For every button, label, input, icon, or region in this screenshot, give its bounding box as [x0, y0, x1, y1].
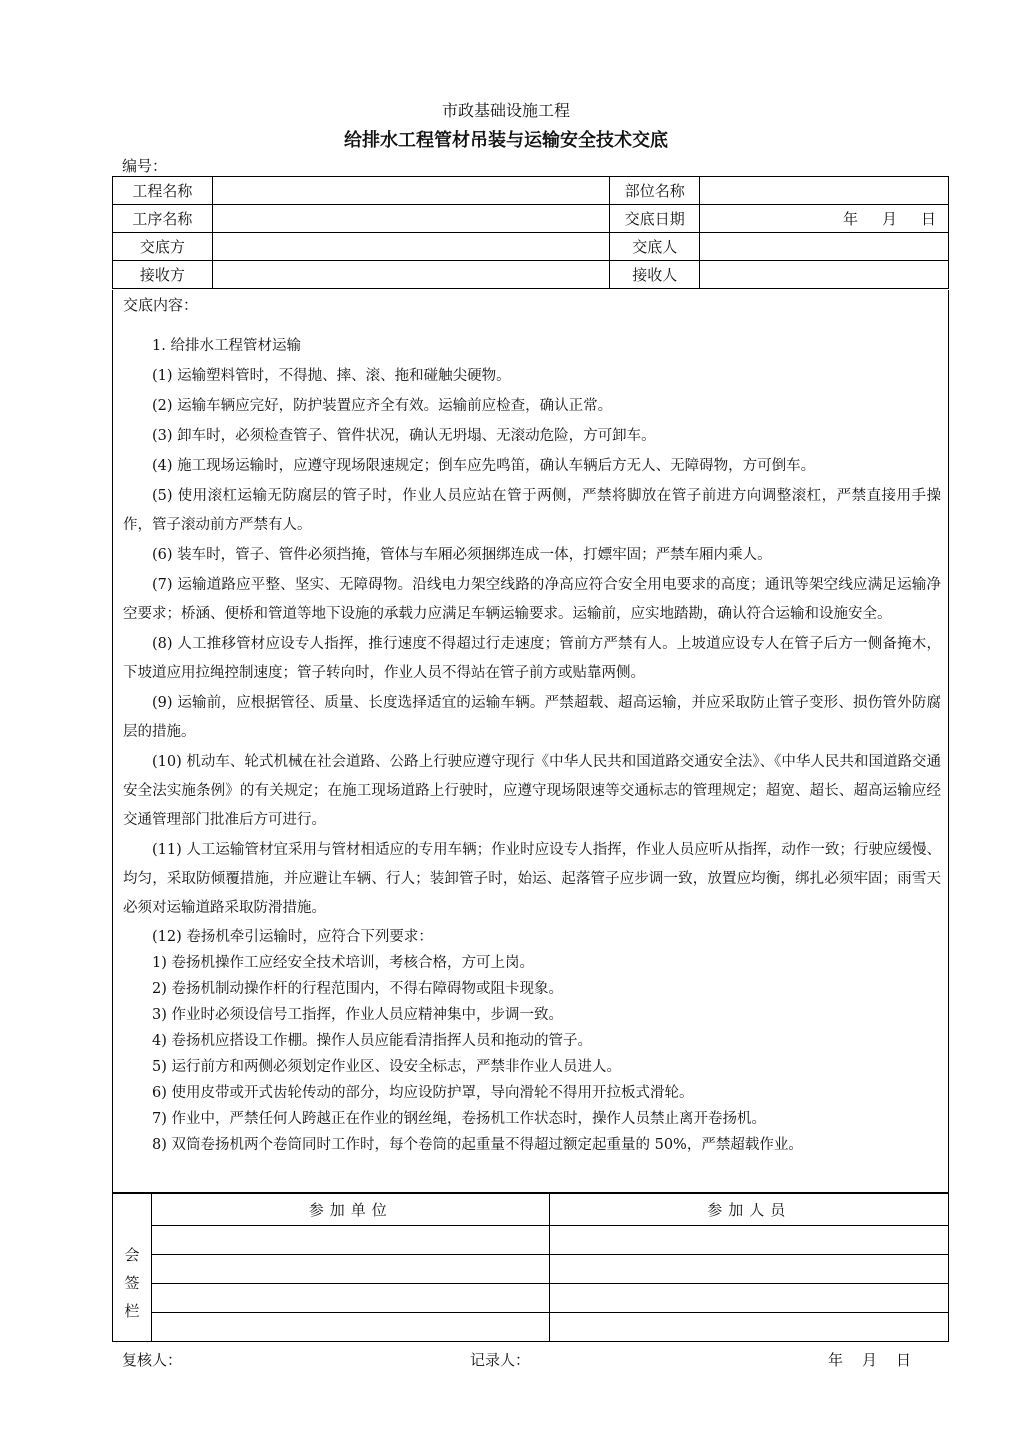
person-header: 参加人员 [550, 1194, 949, 1226]
footer-year: 年 [828, 1351, 844, 1369]
list-item: (9) 运输前，应根据管径、质量、长度选择适宜的运输车辆。严禁超载、超高运输，并应采取防止管子变形、损伤管外防腐层的措施。 [123, 695, 941, 740]
table-row [113, 261, 949, 289]
info-table [112, 176, 949, 289]
table-row [113, 233, 949, 261]
position-name-value[interactable] [700, 177, 949, 205]
recorder-label: 记录人： [470, 1351, 531, 1369]
receiver-value[interactable] [700, 261, 949, 289]
section-title: 1. 给排水工程管材运输 [152, 338, 301, 354]
unit-cell[interactable] [151, 1284, 550, 1313]
footer-month: 月 [862, 1351, 878, 1369]
sign-column-label [113, 1194, 152, 1342]
sub-list-item: 4) 卷扬机应搭设工作棚。操作人员应能看清指挥人员和拖动的管子。 [152, 1033, 592, 1049]
document-subtitle: 市政基础设施工程 [441, 101, 570, 120]
discloser-side-label: 交底方 [113, 233, 213, 261]
sign-char: 签 [124, 1273, 140, 1292]
table-row [113, 1226, 949, 1255]
date-day: 日 [920, 210, 936, 228]
sign-table [112, 1193, 949, 1342]
discloser-value[interactable] [700, 233, 949, 261]
sign-char: 栏 [124, 1301, 140, 1320]
table-row [113, 177, 949, 205]
list-item: (10) 机动车、轮式机械在社会道路、公路上行驶应遵守现行《中华人民共和国道路交通安全法》、《中华人民共和国道路交通安全法实施条例》的有关规定；在施工现场道路上行驶时，应遵守现场限速等交通标志的管理规定；超宽、超长、超高运输应经交通管理部门批准后方可进行。 [123, 754, 941, 828]
list-item: (11) 人工运输管材宜采用与管材相适应的专用车辆；作业时应设专人指挥，作业人员应听从指挥，动作一致；行驶应缓慢、均匀，采取防倾覆措施，并应避让车辆、行人；装卸管子时，始运、起落管子应步调一致，放置应均衡，绑扎必须牢固；雨雪天必须对运输道路采取防滑措施。 [123, 842, 941, 916]
sub-list-item: 8) 双筒卷扬机两个卷筒同时工作时，每个卷筒的起重量不得超过额定起重量的 50%，严禁超载作业。 [152, 1137, 803, 1153]
discloser-side-value[interactable] [212, 233, 609, 261]
sub-list-item: 3) 作业时必须设信号工指挥，作业人员应精神集中，步调一致。 [152, 1007, 563, 1023]
list-item: (4) 施工现场运输时，应遵守现场限速规定；倒车应先鸣笛，确认车辆后方无人、无障碍物，方可倒车。 [152, 458, 816, 474]
list-item: (5) 使用滚杠运输无防腐层的管子时，作业人员应站在管于两侧，严禁将脚放在管子前进方向调整滚杠，严禁直接用手操作，管子滚动前方严禁有人。 [123, 488, 941, 533]
list-item: (6) 装车时，管子、管件必须挡掩，管体与车厢必须捆绑连成一体，打嫖牢固；严禁车厢内乘人。 [152, 547, 772, 563]
footer-day: 日 [896, 1351, 912, 1369]
person-cell[interactable] [550, 1226, 949, 1255]
receiver-side-label: 接收方 [113, 261, 213, 289]
table-row [113, 1194, 949, 1226]
document-title: 给排水工程管材吊装与运输安全技术交底 [344, 130, 668, 151]
date-label: 交底日期 [610, 205, 700, 233]
unit-header: 参加单位 [151, 1194, 550, 1226]
date-value[interactable] [700, 205, 949, 233]
table-row [113, 1284, 949, 1313]
person-cell[interactable] [550, 1255, 949, 1284]
sub-list-item: 1) 卷扬机操作工应经安全技术培训，考核合格，方可上岗。 [152, 955, 534, 971]
table-row [113, 1255, 949, 1284]
content-box [112, 290, 949, 1193]
discloser-label: 交底人 [610, 233, 700, 261]
sub-list-item: 2) 卷扬机制动操作杆的行程范围内，不得右障碍物或阻卡现象。 [152, 981, 563, 997]
sub-list-item: 5) 运行前方和两侧必须划定作业区、设安全标志，严禁非作业人员进人。 [152, 1059, 621, 1075]
sub-list-item: 6) 使用皮带或开式齿轮传动的部分，均应设防护罩，导向滑轮不得用开拉板式滑轮。 [152, 1085, 694, 1101]
list-item: (7) 运输道路应平整、坚实、无障碍物。沿线电力架空线路的净高应符合安全用电要求的高度；通讯等架空线应满足运输净空要求；桥涵、便桥和管道等地下设施的承载力应满足车辆运输要求。运输前，应实地踏勘，确认符合运输和设施安全。 [123, 577, 941, 622]
date-month: 月 [881, 210, 897, 228]
reviewer-label: 复核人： [122, 1351, 183, 1369]
list-item: (3) 卸车时，必须检查管子、管件状况，确认无坍塌、无滚动危险，方可卸车。 [152, 428, 656, 444]
person-cell[interactable] [550, 1313, 949, 1342]
unit-cell[interactable] [151, 1255, 550, 1284]
receiver-label: 接收人 [610, 261, 700, 289]
serial-number-label: 编号： [122, 157, 168, 175]
date-year: 年 [842, 210, 858, 228]
unit-cell[interactable] [151, 1226, 550, 1255]
project-name-value[interactable] [212, 177, 609, 205]
position-name-label: 部位名称 [610, 177, 700, 205]
content-heading: 交底内容： [123, 296, 199, 314]
person-cell[interactable] [550, 1284, 949, 1313]
process-name-value[interactable] [212, 205, 609, 233]
unit-cell[interactable] [151, 1313, 550, 1342]
list-item: (12) 卷扬机牵引运输时，应符合下列要求： [152, 929, 433, 945]
process-name-label: 工序名称 [113, 205, 213, 233]
sub-list-item: 7) 作业中，严禁任何人跨越正在作业的钢丝绳，卷扬机工作状态时，操作人员禁止离开卷扬机。 [152, 1111, 766, 1127]
list-item: (8) 人工推移管材应设专人指挥，推行速度不得超过行走速度；管前方严禁有人。上坡道应设专人在管子后方一侧备掩木，下坡道应用拉绳控制速度；管子转向时，作业人员不得站在管子前方或贴靠两侧。 [123, 636, 941, 681]
list-item: (1) 运输塑料管时，不得抛、摔、滚、拖和碰触尖硬物。 [152, 368, 511, 384]
table-row [113, 205, 949, 233]
sign-char: 会 [124, 1245, 140, 1264]
project-name-label: 工程名称 [113, 177, 213, 205]
table-row [113, 1313, 949, 1342]
receiver-side-value[interactable] [212, 261, 609, 289]
content-body [123, 332, 941, 1158]
list-item: (2) 运输车辆应完好，防护装置应齐全有效。运输前应检查，确认正常。 [152, 398, 613, 414]
